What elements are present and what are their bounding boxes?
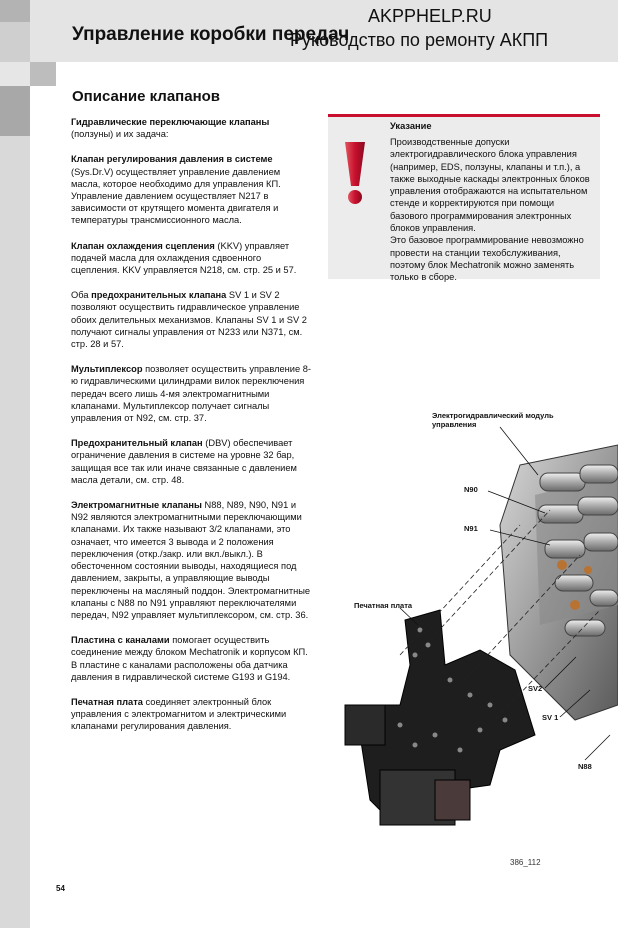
label-printed-board: Печатная плата: [354, 601, 413, 610]
note-text-part: Производственные допуски электрогидравлического блока управления (например, EDS, ползуны, клапаны и т.п.), а также выходные каскады электронных блоков управления отображаются на испытательном стенде и корректируются при помощи базового программирования электронных блоков управления.: [390, 137, 590, 234]
sidebar-square: [30, 62, 56, 86]
watermark-site: AKPPHELP.RU: [368, 6, 492, 26]
sidebar-square: [0, 22, 30, 62]
watermark-subtitle: Руководство по ремонту АКПП: [290, 30, 549, 50]
paragraph-text: (Sys.Dr.V) осуществляет управление давлением масла, которое необходимо для управления КП. Управление давлением осуществляет N217 в зависимости от крутящего момента двигателя и температуры трансмиссионного масла.: [71, 166, 281, 226]
paragraph-term: Клапан регулирования давления в системе: [71, 154, 273, 165]
paragraph-term: Электромагнитные клапаны: [71, 500, 202, 511]
mechatronic-figure: [340, 405, 618, 875]
paragraph-text: позволяет осуществить управление 8-ю гидравлическими цилиндрами вилок переключения передач всего лишь 4-мя электромагнитными клапанами. Мультиплексор получает сигналы управления от N92, см. стр. 37.: [71, 364, 312, 424]
paragraph-term: Гидравлические переключающие клапаны: [71, 117, 270, 127]
paragraph-text: SV 1 и SV 2 позволяют осуществить гидравлическое управление обоих делительных механизмов. Клапаны SV 1 и SV 2 получают сигналы управления от N233 или N371, см. стр. 28 и 57.: [71, 290, 307, 350]
page-sidebar: [0, 0, 30, 928]
paragraph-term: Печатная плата: [71, 696, 143, 707]
sidebar-square: [0, 0, 30, 22]
paragraph: [71, 289, 311, 350]
body-text-column: [71, 116, 311, 746]
label-n88: N88: [578, 762, 592, 771]
paragraph-term: Мультиплексор: [71, 364, 143, 375]
printed-circuit-board: [345, 610, 535, 825]
label-n91: N91: [464, 524, 478, 533]
label-sv1: SV 1: [542, 713, 559, 722]
paragraph-text: помогает осуществить соединение между блоком Mechatronik и корпусом КП. В пластине с каналами расположены оба датчика давления в гидравлической системе G193 и G194.: [71, 635, 308, 682]
exclamation-icon: [342, 140, 368, 206]
paragraph: [71, 696, 311, 733]
label-sv2: SV2: [528, 684, 543, 693]
paragraph: [71, 634, 311, 683]
paragraph-term: Пластина с каналами: [71, 635, 170, 646]
paragraph-term: Клапан охлаждения сцепления: [71, 240, 215, 251]
paragraph: [71, 363, 311, 424]
paragraph: [71, 116, 311, 140]
paragraph-text: соединяет электронный блок управления с электромагнитом и электрическими клапанами регулирования давления.: [71, 696, 287, 732]
sidebar-square: [0, 62, 30, 86]
label-n90: N90: [464, 485, 478, 494]
label-module: Электрогидравлический модуль управления: [432, 411, 554, 429]
paragraph: [71, 153, 311, 226]
paragraph: [71, 240, 311, 277]
note-accent-bar: [328, 114, 600, 117]
paragraph: [71, 499, 311, 621]
section-title: Описание клапанов: [72, 88, 221, 105]
page-number: 54: [56, 884, 65, 893]
paragraph-term: Предохранительный клапан: [71, 438, 203, 449]
paragraph: [71, 437, 311, 486]
note-heading: Указание: [390, 121, 432, 131]
figure-number: 386_112: [510, 858, 541, 867]
paragraph-term: предохранительных клапана: [91, 290, 227, 301]
paragraph-text: N88, N89, N90, N91 и N92 являются электромагнитными переключающими клапанами. Их также называют 3/2 клапанами, это означает, что имеется 3 вывода и 2 положения переключения (откр./закр. или вкл./выкл.). В обесточенном состоянии выводы, находящиеся под давлением, закрыты, а управляющие выводы переключены на масляный поддон. Электромагнитные клапаны с N88 по N91 управляют переключателями передач, N92 управляет мультиплексором, см. стр. 36.: [71, 500, 311, 620]
note-box: [328, 114, 600, 283]
note-text-part: Это базовое программирование невозможно провести на станции техобслуживания, поэтому блок Mechatronik можно заменять только в сборе.: [390, 235, 584, 283]
page-title: Управление коробки передач: [72, 24, 350, 45]
paragraph-text: (ползуны) и их задача:: [71, 129, 169, 140]
sidebar-square: [0, 86, 30, 136]
paragraph-text: (KKV) управляет подачей масла для охлаждения сдвоенного сцепления. KKV управляется N218, см. стр. 25 и 57.: [71, 240, 297, 276]
note-text: [390, 136, 590, 284]
mechatronic-illustration: [340, 405, 618, 875]
paragraph-prefix: Оба: [71, 290, 92, 301]
paragraph-text: (DBV) обеспечивает ограничение давления в системе на уровне 32 бар, защищая все так или иначе связанные с давлением масла детали, см. стр. 48.: [71, 438, 297, 485]
